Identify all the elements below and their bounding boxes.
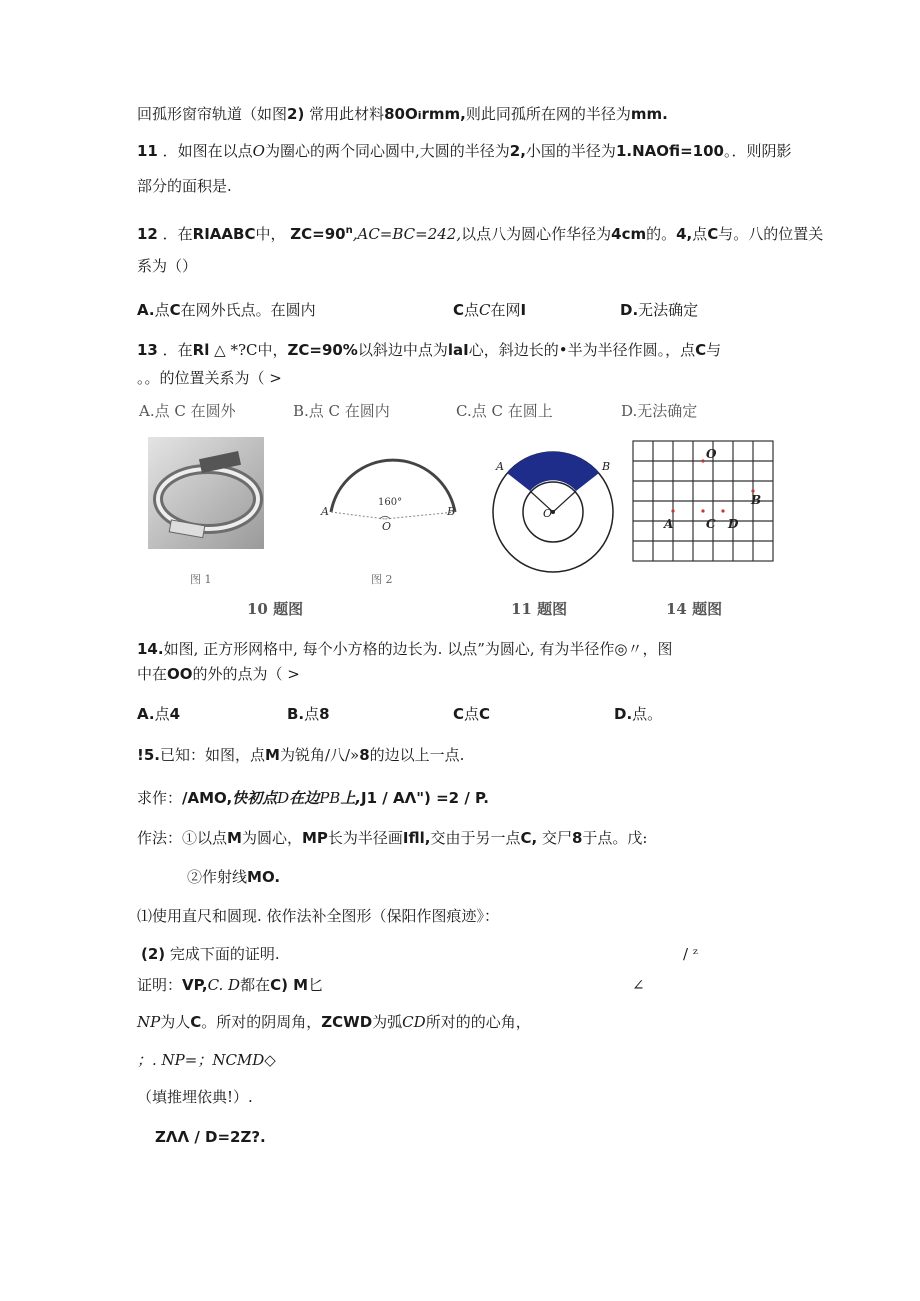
figure-2-caption: 图 2 [371,573,393,586]
fig-option-b: B.点 C 在圆内 [293,402,390,420]
question-13-line2: 。。的位置关系为（ > [137,369,282,387]
question-12-line2: 系为（） [137,257,198,275]
fig-option-c: C.点 C 在圆上 [456,402,553,420]
figure-11-concentric-circles [488,450,618,580]
question-12-option-c: C点C在网I [453,301,527,319]
question-15-proof-line2: NP为人C。所对的阴周角，ZCWD为弧CD所对的的心角， [137,1013,531,1031]
figure-caption-10: 10 题图 [247,600,304,618]
question-15-method-step2: ②作射线MO. [187,868,281,886]
figure-2-label-o: O [382,520,392,532]
figure-2-label-a: A [321,505,329,518]
question-15-proof-line1: 证明：VP,C. D都在C) M匕 [137,976,324,994]
grid-label-o: O [706,447,717,461]
question-11-line1: 11 ．如图在以点O为圈心的两个同心圆中,大圆的半径为2,小国的半径为1.NAOfi=100。．则阴影 [137,142,792,160]
figure-11-shaded-region [507,452,599,491]
question-15-side-mark-2: ∠ [632,976,645,994]
fig-option-a: A.点 C 在圆外 [139,402,236,420]
question-15-part2: (2) 完成下面的证明. [141,945,280,963]
question-12-option-d: D.无法确定 [620,301,699,319]
question-15-part1: ⑴使用直尺和圆现. 依作法补全图形（保阳作图痕迹》： [137,907,500,925]
question-15-proof-line4: （填推埋依典!）. [137,1088,253,1106]
figure-11-label-o: O [543,507,553,520]
line-arc-track: 回孤形窗帘轨道（如图2) 常用此材料80Oirmm,则此同孤所在网的半径为mm. [137,105,668,123]
figure-caption-11: 11 题图 [511,600,568,618]
question-15-requirement: 求作：/AMO,快初点D在边PB上,J1 / AΛ") =2 / P. [137,789,489,807]
figure-1-caption: 图 1 [190,573,212,586]
figure-2-angle-label: 160° [378,497,403,508]
grid-label-d: D [728,517,739,531]
question-14-line1: 14.如图, 正方形网格中, 每个小方格的边长为. 以点”为圆心, 有为半径作◎〃，图 [137,640,673,658]
figure-1-curtain-rail-photo [148,437,264,549]
question-14-option-a: A.点4 [137,705,181,723]
figure-caption-14: 14 题图 [666,600,723,618]
question-15-side-mark-1: / ᶻ [683,945,698,963]
question-12-line1: 12 ．在RIAABC中， $ZC=90^n,AC=BC=242$,以点八为圆心作华径为4cm的。4,点C与。八的位置关 [137,225,824,243]
figure-11-label-b: B [602,460,611,473]
figure-2-label-b: B [447,505,456,518]
figure-14-grid [632,440,774,562]
question-15-method-step1: 作法：①以点M为圆心，MP长为半径画Ifll,交由于另一点C, 交尸8于点。戊: [137,829,648,847]
question-15-line1: !5.已知：如图，点M为锐角/八/»8的边以上一点. [137,746,465,764]
fig-option-d: D.无法确定 [621,402,698,420]
question-14-option-b: B.点8 [287,705,330,723]
question-15-proof-line5: ZΛΛ / D=2Z?. [155,1128,266,1146]
question-12-option-a: A.点C在网外氏点。在圆内 [137,301,316,319]
question-13-line1: 13 ．在Rl △ *?C中，ZC=90%以斜边中点为laI心，斜边长的•半为半径作圆。，点C与 [137,341,722,359]
grid-label-a: A [664,517,674,531]
grid-label-b: B [751,493,762,507]
question-11-line2: 部分的面积是. [137,177,232,195]
question-14-line2: 中在OO的外的点为（ > [137,665,300,683]
figure-2-arc [318,432,460,532]
figure-11-label-a: A [496,460,504,473]
question-14-option-c: C点C [453,705,491,723]
question-15-proof-line3: ；. NP=；NCMD◇ [137,1051,276,1069]
grid-label-c: C [706,517,716,531]
question-14-option-d: D.点。 [614,705,663,723]
